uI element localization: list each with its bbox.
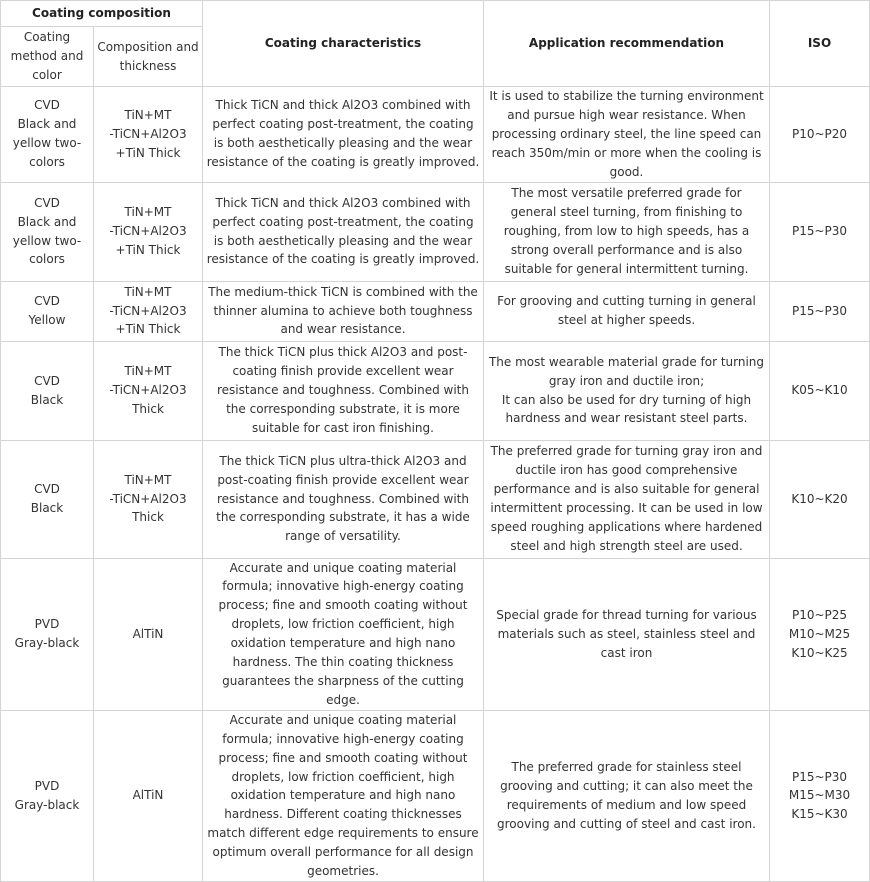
coating-method-cell (1, 87, 94, 183)
characteristics-cell: Thick TiCN and thick Al2O3 combined with perfect coating post-treatment, the coating is both aesthetically pleasing and the wear resistance of the coating is greatly improved. (203, 182, 484, 281)
header-iso: ISO (770, 1, 870, 87)
coating-method-line: CVD (34, 98, 60, 113)
iso-cell (770, 558, 870, 710)
coating-method-line: Gray-black (14, 797, 80, 812)
composition-line: -TiCN+Al2O3 (109, 303, 187, 318)
table-row (1, 440, 870, 558)
composition-cell (94, 558, 203, 710)
coating-method-line: PVD (34, 778, 60, 793)
coating-method-line: Black (30, 392, 64, 407)
table-row (1, 281, 870, 341)
coating-method-cell (1, 341, 94, 440)
composition-line: TiN+MT (124, 284, 172, 299)
composition-line: +TiN Thick (115, 242, 181, 257)
application-cell: The preferred grade for turning gray iron and ductile iron has good comprehensive performance and is also suitable for general intermittent processing. It can be used in low speed roughing applications where hardened steel and high strength steel are used. (484, 440, 770, 558)
table-row (1, 87, 870, 183)
coating-method-cell (1, 440, 94, 558)
iso-line: P15~P30 (791, 303, 848, 318)
composition-cell (94, 710, 203, 881)
application-cell: For grooving and cutting turning in general steel at higher speeds. (484, 281, 770, 341)
application-cell: It is used to stabilize the turning environment and pursue high wear resistance. When processing ordinary steel, the line speed can reach 350m/min or more when the cooling is good. (484, 87, 770, 183)
coating-method-line: CVD (34, 195, 60, 210)
composition-line: -TiCN+Al2O3 (109, 491, 187, 506)
header-coating-method: Coating method and color (1, 27, 94, 87)
iso-cell (770, 710, 870, 881)
header-coating-characteristics: Coating characteristics (203, 1, 484, 87)
coating-method-line: CVD (34, 373, 60, 388)
iso-line: P15~P30 (791, 769, 848, 784)
composition-line: Thick (132, 510, 164, 525)
composition-line: +TiN Thick (115, 145, 181, 160)
table-row (1, 341, 870, 440)
characteristics-cell: Accurate and unique coating material formula; innovative high-energy coating process; fine and smooth coating without droplets, low friction coefficient, high oxidation temperature and high nano hardness. The thin coating thickness guarantees the sharpness of the cutting edge. (203, 558, 484, 710)
iso-cell (770, 182, 870, 281)
composition-line: Thick (132, 401, 164, 416)
composition-line: AlTiN (132, 626, 164, 641)
iso-line: M15~M30 (788, 788, 851, 803)
table-row (1, 558, 870, 710)
iso-cell (770, 440, 870, 558)
iso-line: K10~K25 (791, 645, 848, 660)
header-composition-thickness: Composition and thickness (94, 27, 203, 87)
composition-cell (94, 87, 203, 183)
header-application-recommendation: Application recommendation (484, 1, 770, 87)
application-line: The most wearable material grade for turning gray iron and ductile iron; (488, 354, 765, 388)
composition-cell (94, 281, 203, 341)
coating-method-line: Yellow (28, 313, 66, 328)
application-cell (484, 341, 770, 440)
coating-method-line: colors (29, 155, 65, 170)
characteristics-cell: Accurate and unique coating material formula; innovative high-energy coating process; fine and smooth coating without droplets, low friction coefficient, high oxidation temperature and high nano hardness. Different coating thicknesses match different edge requirements to ensure optimum overall performance for all design geometries. (203, 710, 484, 881)
iso-line: P15~P30 (791, 224, 848, 239)
coating-method-cell (1, 558, 94, 710)
table-row (1, 182, 870, 281)
characteristics-cell: The thick TiCN plus ultra-thick Al2O3 and post-coating finish provide excellent wear resistance and toughness. Combined with the corresponding substrate, it has a wide range of versatility. (203, 440, 484, 558)
composition-line: +TiN Thick (115, 322, 181, 337)
iso-line: K10~K20 (791, 491, 848, 506)
coating-method-cell (1, 710, 94, 881)
composition-line: -TiCN+Al2O3 (109, 126, 187, 141)
coating-method-line: colors (29, 252, 65, 267)
coating-method-line: Black (30, 501, 64, 516)
composition-cell (94, 440, 203, 558)
application-cell: Special grade for thread turning for various materials such as steel, stainless steel and cast iron (484, 558, 770, 710)
table-row (1, 710, 870, 881)
composition-line: TiN+MT (124, 205, 172, 220)
application-cell: The most versatile preferred grade for general steel turning, from finishing to roughing, from low to high speeds, has a strong overall performance and is also suitable for general intermittent turning. (484, 182, 770, 281)
iso-line: K05~K10 (791, 383, 848, 398)
composition-line: -TiCN+Al2O3 (109, 383, 187, 398)
coating-method-line: CVD (34, 482, 60, 497)
header-coating-composition: Coating composition (1, 1, 203, 27)
coating-method-cell (1, 281, 94, 341)
application-cell: The preferred grade for stainless steel grooving and cutting; it can also meet the requirements of medium and low speed grooving and cutting of steel and cast iron. (484, 710, 770, 881)
coating-method-line: Black and (17, 214, 77, 229)
iso-line: K15~K30 (791, 807, 848, 822)
composition-line: TiN+MT (124, 472, 172, 487)
iso-cell (770, 281, 870, 341)
characteristics-cell: Thick TiCN and thick Al2O3 combined with perfect coating post-treatment, the coating is both aesthetically pleasing and the wear resistance of the coating is greatly improved. (203, 87, 484, 183)
coating-method-line: yellow two- (12, 136, 82, 151)
iso-cell (770, 341, 870, 440)
coating-method-line: CVD (34, 294, 60, 309)
composition-line: -TiCN+Al2O3 (109, 224, 187, 239)
iso-line: P10~P25 (791, 607, 848, 622)
coating-method-line: Black and (17, 117, 77, 132)
composition-cell (94, 182, 203, 281)
composition-line: TiN+MT (124, 107, 172, 122)
characteristics-cell: The medium-thick TiCN is combined with the thinner alumina to achieve both toughness and wear resistance. (203, 281, 484, 341)
characteristics-cell: The thick TiCN plus thick Al2O3 and post-coating finish provide excellent wear resistance and toughness. Combined with the corresponding substrate, it is more suitable for cast iron finishing. (203, 341, 484, 440)
application-line: It can also be used for dry turning of high hardness and wear resistant steel parts. (501, 392, 752, 426)
iso-line: M10~M25 (788, 626, 851, 641)
composition-line: AlTiN (132, 788, 164, 803)
coating-method-line: yellow two- (12, 233, 82, 248)
coating-method-line: PVD (34, 617, 60, 632)
composition-cell (94, 341, 203, 440)
iso-line: P10~P20 (791, 126, 848, 141)
coating-method-line: Gray-black (14, 636, 80, 651)
iso-cell (770, 87, 870, 183)
coating-method-cell (1, 182, 94, 281)
composition-line: TiN+MT (124, 364, 172, 379)
